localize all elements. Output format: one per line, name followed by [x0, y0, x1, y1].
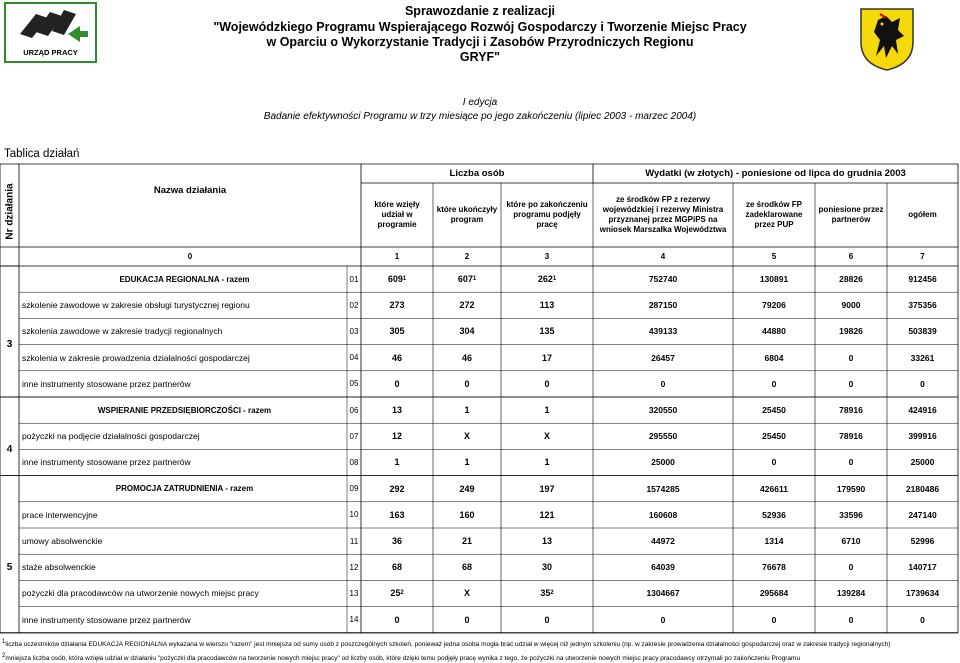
value-total: 1739634	[905, 588, 940, 599]
value-fp-reserve: 287150	[648, 300, 678, 311]
action-number-5: 5	[6, 561, 13, 573]
group-header-costs: Wydatki (w złotych) - poniesione od lipca do grudnia 2003	[645, 168, 906, 179]
value-employed: 1	[544, 457, 550, 468]
value-total: 424916	[908, 405, 937, 416]
index-cell-6: 6	[848, 252, 854, 261]
index-cell-1: 1	[394, 252, 400, 261]
action-code: 11	[349, 536, 359, 546]
index-cell-2: 2	[464, 252, 470, 261]
value-employed: 35 2	[540, 588, 554, 599]
action-name: szkolenia w zakresie prowadzenia działalności gospodarczej	[22, 352, 250, 363]
value-employed: 1	[544, 405, 550, 416]
value-fp-pup: 6804	[764, 352, 784, 363]
value-total: 503839	[908, 326, 937, 337]
value-employed: 197	[539, 483, 555, 494]
index-cell-4: 4	[660, 252, 666, 261]
action-code: 12	[349, 562, 359, 572]
value-total: 2180486	[905, 483, 940, 494]
action-name: umowy absolwenckie	[22, 536, 103, 547]
table-title: Tablica działań	[4, 148, 80, 160]
value-joined: 46	[391, 352, 402, 363]
value-completed: 304	[459, 326, 475, 337]
action-name: inne instrumenty stosowane przez partnerów	[22, 378, 191, 389]
action-name: EDUKACJA REGIONALNA - razem	[119, 274, 250, 284]
column-header-completed: które ukończyły program	[436, 205, 498, 224]
action-code: 06	[349, 405, 359, 415]
action-name: staże absolwenckie	[22, 562, 96, 573]
action-name: pożyczki dla pracodawców na utworzenie nowych miejsc pracy	[22, 588, 259, 599]
column-header-fp-pup: ze środków FP zadeklarowane przez PUP	[745, 200, 803, 229]
column-header-name: Nazwa działania	[153, 185, 227, 196]
action-code: 05	[349, 379, 359, 389]
value-completed: X	[463, 588, 470, 599]
value-fp-reserve: 26457	[651, 352, 675, 363]
value-fp-reserve: 439133	[648, 326, 678, 337]
footnote-2: $^2$mniejsza liczba osób, która wzięła udział w działaniu "pożyczki dla pracodawców na tworzenie nowych miejsc pracy" od liczby osób, które dzięki temu podjęły pracę wynika z tego, że pożyczki na utworzenie nowych miejsc pracy pracodawcy otrzymali po zakończeniu Programu	[2, 653, 801, 663]
value-fp-pup: 44880	[762, 326, 786, 337]
value-partners: 33596	[839, 509, 863, 520]
value-joined: 25 2	[390, 588, 404, 599]
value-employed: 0	[544, 378, 550, 389]
value-joined: 292	[389, 483, 405, 494]
action-code: 09	[349, 484, 359, 494]
value-total: 0	[920, 378, 925, 389]
index-cell-3: 3	[544, 252, 550, 261]
value-joined: 0	[394, 614, 400, 625]
column-header-fp-reserve: ze środków FP z rezerwy wojewódzkiej i rezerwy Ministra przyznanej przez MGPiPS na wniosek Marszałka Województwa	[599, 195, 727, 234]
value-total: 140717	[908, 562, 937, 573]
action-code: 01	[349, 274, 359, 284]
value-joined: 163	[389, 509, 405, 520]
value-completed: 1	[464, 405, 470, 416]
action-code: 14	[349, 615, 359, 625]
value-joined: 0	[394, 378, 400, 389]
value-completed: 68	[461, 562, 472, 573]
value-fp-pup: 25450	[762, 405, 786, 416]
value-joined: 305	[389, 326, 405, 337]
action-name: prace interwencyjne	[22, 509, 98, 520]
value-total: 375356	[908, 300, 937, 311]
action-code: 13	[349, 588, 359, 598]
value-employed: 262 1	[537, 274, 557, 285]
value-joined: 13	[391, 405, 402, 416]
value-fp-pup: 130891	[759, 274, 789, 285]
action-code: 03	[349, 326, 359, 336]
value-fp-pup: 426611	[760, 483, 788, 494]
report-title-line1: Sprawozdanie z realizacji	[404, 4, 556, 18]
report-title-line2: "Wojewódzkiego Programu Wspierającego Rozwój Gospodarczy i Tworzenie Miejsc Pracy	[213, 20, 747, 34]
value-joined: 68	[391, 562, 402, 573]
value-partners: 6710	[841, 536, 861, 547]
value-fp-pup: 76678	[762, 562, 786, 573]
value-partners: 139284	[836, 588, 866, 599]
action-name: pożyczki na podjęcie działalności gospodarczej	[22, 431, 200, 442]
value-fp-pup: 0	[771, 378, 777, 389]
value-total: 33261	[910, 352, 935, 363]
value-fp-reserve: 25000	[651, 457, 675, 468]
value-fp-pup: 52936	[762, 509, 786, 520]
value-completed: 0	[464, 614, 470, 625]
value-fp-pup: 79206	[762, 300, 786, 311]
value-employed: 30	[541, 562, 552, 573]
value-employed: 135	[539, 326, 555, 337]
value-employed: 121	[539, 509, 555, 520]
value-joined: 273	[389, 300, 405, 311]
value-total: 247140	[908, 509, 937, 520]
action-name: inne instrumenty stosowane przez partnerów	[22, 614, 191, 625]
value-total: 52996	[910, 536, 935, 547]
value-partners: 179590	[836, 483, 866, 494]
footnote-1: $^1$liczba uczestników działania EDUKACJA REGIONALNA wykazana w wierszu "razem" jest mniejsza od sumy osób z poszczególnych szkoleń, ponieważ jedna osoba mogła brać udział w więcej niż jednym szkoleniu (np. w zakresie prowadzenia działalności gospodarczej oraz w zakresie tradycji regionalnych)	[2, 639, 891, 649]
value-total: 399916	[908, 431, 937, 442]
value-partners: 0	[848, 352, 854, 363]
column-header-joined: które wzięły udział w programie	[374, 200, 420, 229]
action-code: 02	[349, 300, 359, 310]
value-fp-reserve: 0	[660, 378, 666, 389]
value-total: 25000	[910, 457, 935, 468]
value-fp-reserve: 295550	[648, 431, 678, 442]
value-joined: 1	[394, 457, 400, 468]
value-completed: 249	[459, 483, 475, 494]
value-partners: 0	[848, 614, 854, 625]
value-completed: 46	[461, 352, 472, 363]
edition-label: I edycja	[462, 97, 498, 108]
value-joined: 12	[391, 431, 402, 442]
value-total: 912456	[908, 274, 937, 285]
value-fp-reserve: 752740	[648, 274, 678, 285]
value-partners: 78916	[839, 405, 863, 416]
value-partners: 0	[848, 457, 854, 468]
value-completed: 607 1	[457, 274, 477, 285]
action-code: 08	[349, 457, 359, 467]
report-title-line3: w Oparciu o Wykorzystanie Tradycji i Zasobów Przyrodniczych Regionu	[266, 35, 694, 49]
value-fp-pup: 1314	[764, 536, 784, 547]
column-header-employed: które po zakończeniu programu podjęły pracę	[506, 200, 588, 229]
value-employed: 0	[544, 614, 550, 625]
action-number-3: 3	[6, 339, 13, 351]
value-partners: 28826	[839, 274, 863, 285]
report-title-line4: GRYF"	[459, 50, 501, 64]
value-total: 0	[920, 614, 925, 625]
value-fp-pup: 0	[771, 457, 777, 468]
value-fp-reserve: 1304667	[646, 588, 680, 599]
value-completed: X	[463, 431, 470, 442]
value-employed: 113	[539, 300, 555, 311]
value-employed: X	[543, 431, 550, 442]
action-name: inne instrumenty stosowane przez partnerów	[22, 457, 191, 468]
index-cell-0: 0	[187, 252, 193, 261]
index-cell-7: 7	[920, 252, 925, 261]
value-fp-reserve: 64039	[651, 562, 675, 573]
value-completed: 0	[464, 378, 470, 389]
action-code: 10	[349, 510, 359, 520]
action-name: PROMOCJA ZATRUDNIENIA - razem	[115, 484, 254, 494]
index-cell-5: 5	[771, 252, 777, 261]
action-number-4: 4	[6, 443, 13, 455]
value-joined: 36	[391, 536, 402, 547]
column-header-partners: poniesione przez partnerów	[818, 205, 884, 224]
value-partners: 19826	[839, 326, 863, 337]
action-name: WSPIERANIE PRZEDSIĘBIORCZOŚCI - razem	[97, 405, 272, 415]
value-fp-pup: 295684	[759, 588, 789, 599]
logo-label: URZĄD PRACY	[23, 48, 78, 57]
action-code: 07	[349, 431, 359, 441]
value-fp-reserve: 1574285	[646, 483, 680, 494]
value-completed: 1	[464, 457, 470, 468]
value-completed: 160	[459, 509, 475, 520]
value-fp-reserve: 44972	[651, 536, 675, 547]
action-code: 04	[349, 353, 359, 363]
action-name: szkolenie zawodowe w zakresie obsługi turystycznej regionu	[22, 300, 250, 311]
value-joined: 609 1	[387, 274, 407, 285]
value-completed: 272	[459, 300, 475, 311]
column-header-nr: Nr działania	[4, 183, 16, 240]
action-name: szkolenia zawodowe w zakresie tradycji regionalnych	[22, 326, 223, 337]
value-fp-reserve: 320550	[648, 405, 678, 416]
value-partners: 78916	[839, 431, 863, 442]
value-fp-reserve: 0	[660, 614, 666, 625]
value-employed: 13	[541, 536, 552, 547]
value-fp-pup: 0	[771, 614, 777, 625]
value-employed: 17	[541, 352, 552, 363]
value-partners: 9000	[841, 300, 861, 311]
column-header-total: ogółem	[908, 210, 937, 219]
value-fp-pup: 25450	[762, 431, 786, 442]
value-partners: 0	[848, 562, 854, 573]
study-description: Badanie efektywności Programu w trzy miesiące po jego zakończeniu (lipiec 2003 - marzec 2004)	[263, 111, 697, 122]
value-completed: 21	[461, 536, 472, 547]
value-fp-reserve: 160608	[648, 509, 678, 520]
value-partners: 0	[848, 378, 854, 389]
group-header-persons: Liczba osób	[449, 168, 505, 179]
